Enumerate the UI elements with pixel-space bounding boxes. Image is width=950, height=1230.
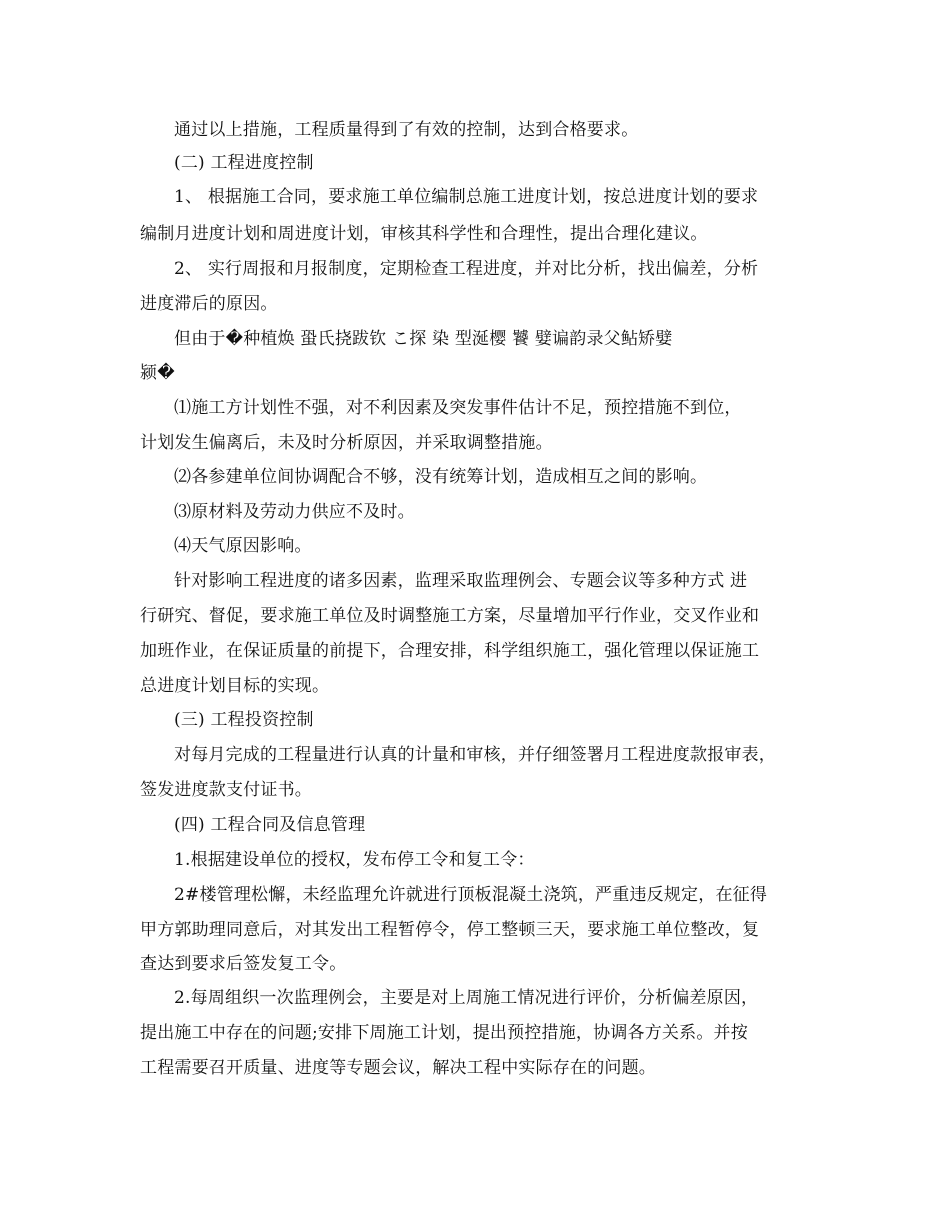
paragraph-line-7: 但由于�种植焕 蛩氏挠跋钦 こ探 染 型涎樱 饕 嬖谝韵录父鲇矫嬖 bbox=[174, 329, 673, 349]
paragraph-line-17: 总进度计划目标的实现。 bbox=[140, 676, 330, 696]
paragraph-line-16: 加班作业，在保证质量的前提下，合理安排，科学组织施工，强化管理以保证施工 bbox=[140, 641, 760, 661]
paragraph-line-23: 2#楼管理松懈，未经监理允许就进行顶板混凝土浇筑，严重违反规定，在征得 bbox=[174, 885, 768, 905]
paragraph-line-1: 通过以上措施，工程质量得到了有效的控制，达到合格要求。 bbox=[174, 120, 639, 140]
paragraph-line-26: 2.每周组织一次监理例会，主要是对上周施工情况进行评价，分析偏差原因， bbox=[174, 988, 759, 1008]
paragraph-line-22: 1.根据建设单位的授权，发布停工令和复工令： bbox=[174, 850, 535, 870]
list-item-1-line-2: 计划发生偏离后，未及时分析原因，并采取调整措施。 bbox=[140, 433, 553, 453]
paragraph-line-28: 工程需要召开质量、进度等专题会议，解决工程中实际存在的问题。 bbox=[140, 1058, 656, 1078]
list-item-4: ⑷天气原因影响。 bbox=[174, 536, 312, 556]
paragraph-line-24: 甲方郭助理同意后，对其发出工程暂停令，停工整顿三天，要求施工单位整改，复 bbox=[140, 920, 760, 940]
list-item-3: ⑶原材料及劳动力供应不及时。 bbox=[174, 502, 415, 522]
section-heading-progress: (二) 工程进度控制 bbox=[174, 153, 314, 173]
paragraph-line-19: 对每月完成的工程量进行认真的计量和审核，并仔细签署月工程进度款报审表， bbox=[174, 745, 776, 765]
paragraph-line-25: 查达到要求后签发复工令。 bbox=[140, 954, 347, 974]
section-heading-contract: (四) 工程合同及信息管理 bbox=[174, 815, 366, 835]
paragraph-line-14: 针对影响工程进度的诸多因素，监理采取监理例会、专题会议等多种方式 进 bbox=[174, 571, 748, 591]
paragraph-line-6: 进度滞后的原因。 bbox=[140, 294, 278, 314]
list-item-1-line-1: ⑴施工方计划性不强，对不利因素及突发事件估计不足，预控措施不到位， bbox=[174, 398, 742, 418]
paragraph-line-4: 编制月进度计划和周进度计划，审核其科学性和合理性，提出合理化建议。 bbox=[140, 224, 708, 244]
paragraph-line-5: 2、 实行周报和月报制度，定期检查工程进度，并对比分析，找出偏差，分析 bbox=[174, 259, 759, 279]
section-heading-investment: (三) 工程投资控制 bbox=[174, 710, 314, 730]
paragraph-line-3: 1、 根据施工合同，要求施工单位编制总施工进度计划，按总进度计划的要求 bbox=[174, 187, 759, 207]
paragraph-line-27: 提出施工中存在的问题;安排下周施工计划，提出预控措施，协调各方关系。并按 bbox=[140, 1023, 748, 1043]
list-item-2: ⑵各参建单位间协调配合不够，没有统筹计划，造成相互之间的影响。 bbox=[174, 467, 708, 487]
paragraph-line-8: 颍� bbox=[140, 363, 175, 383]
paragraph-line-15: 行研究、督促，要求施工单位及时调整施工方案，尽量增加平行作业，交叉作业和 bbox=[140, 606, 760, 626]
paragraph-line-20: 签发进度款支付证书。 bbox=[140, 780, 312, 800]
